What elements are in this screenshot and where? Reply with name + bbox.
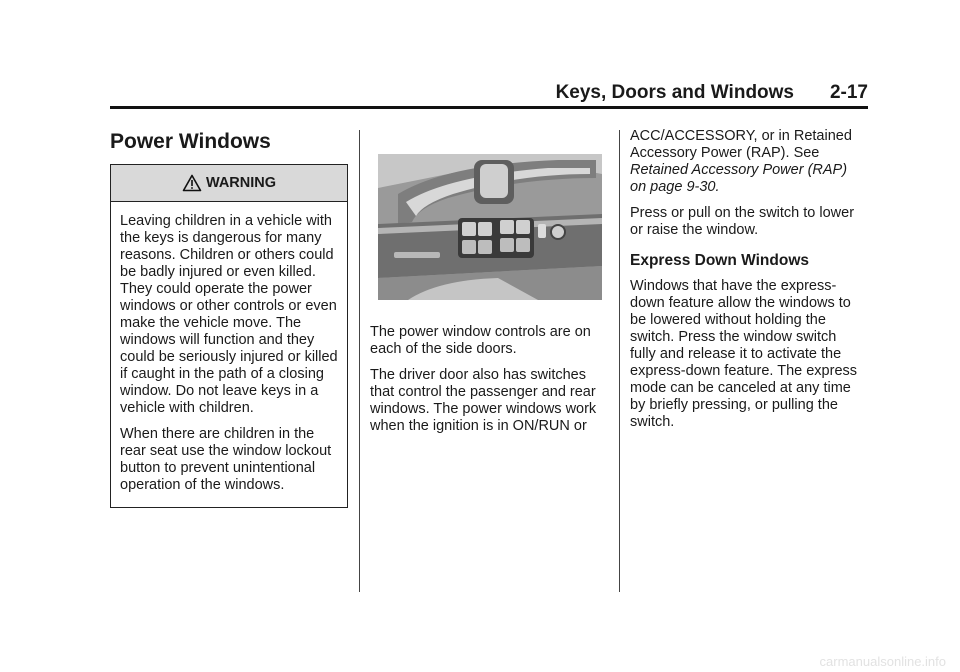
column-divider	[359, 130, 360, 592]
paragraph: Windows that have the express-down feature allow the windows to be lowered without holding the switch. Press the window switch fully and release it to activate the express-down feature. The express mode can be canceled at any time by briefly pressing, or pulling the switch.	[630, 278, 858, 430]
paragraph-text: ACC/ACCESSORY, or in Retained Accessory Power (RAP). See	[630, 128, 852, 161]
page-number: 2-17	[829, 82, 868, 103]
header-title: Keys, Doors and Windows	[555, 82, 794, 103]
column-left	[110, 130, 348, 508]
warning-body	[111, 202, 347, 507]
section-title: Power Windows	[110, 130, 271, 153]
warning-triangle-icon	[182, 174, 202, 192]
column-divider	[619, 130, 620, 592]
warning-paragraph: When there are children in the rear seat use the window lockout button to prevent unintentional operation of the windows.	[120, 426, 332, 493]
page-header	[110, 82, 868, 109]
paragraph: The power window controls are on each of the side doors.	[370, 324, 591, 357]
column-right	[630, 128, 858, 440]
subheading: Express Down Windows	[630, 252, 809, 269]
paragraph	[630, 128, 858, 196]
warning-header	[111, 165, 347, 202]
paragraph: The driver door also has switches that control the passenger and rear windows. The power windows work when the ignition is in ON/RUN or	[370, 367, 597, 434]
watermark: carmanualsonline.info	[819, 654, 946, 669]
column-middle	[370, 148, 602, 444]
page-reference: Retained Accessory Power (RAP) on page 9-30.	[630, 162, 848, 195]
paragraph: Press or pull on the switch to lower or raise the window.	[630, 205, 855, 238]
door-switch-photo	[378, 154, 602, 300]
warning-box	[110, 164, 348, 508]
warning-label: WARNING	[205, 174, 277, 191]
warning-paragraph: Leaving children in a vehicle with the keys is dangerous for many reasons. Children or others could be badly injured or even killed. They could operate the power windows or other controls or even make the vehicle move. The windows will function and they could be seriously injured or killed if caught in the path of a closing window. Do not leave keys in a vehicle with children.	[120, 213, 338, 416]
